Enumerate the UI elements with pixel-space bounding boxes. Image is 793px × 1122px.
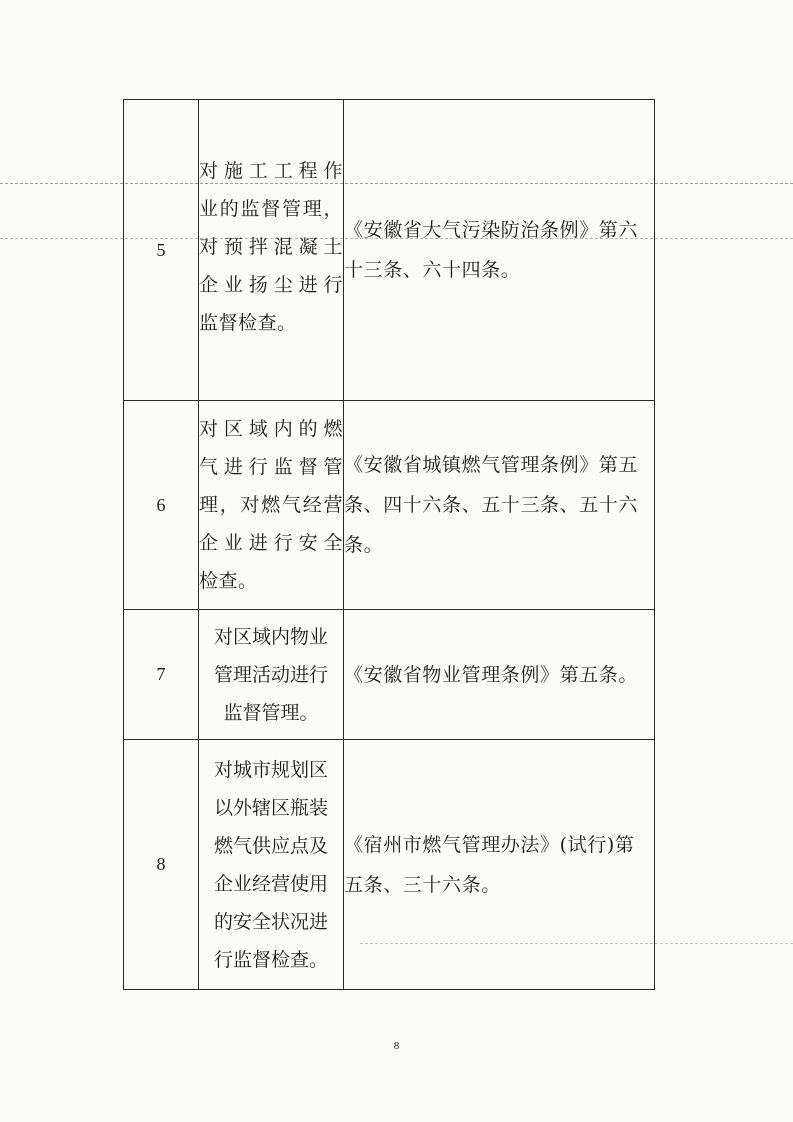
- item-line: 对施工工程作: [199, 160, 343, 182]
- row-number: 6: [124, 401, 199, 610]
- legal-basis-text: 《安徽省城镇燃气管理条例》第五条、四十六条、五十三条、五十六条。: [344, 454, 639, 556]
- item-line: 的安全状况进: [213, 910, 328, 933]
- item-cell: [199, 740, 344, 990]
- item-line: 气进行监督管: [199, 456, 343, 478]
- table-row: [124, 100, 655, 401]
- item-line: 企业经营使用: [213, 872, 328, 895]
- basis-cell: [344, 100, 655, 401]
- regulation-table: [123, 99, 655, 990]
- legal-basis-text: 《安徽省大气污染防治条例》第六十三条、六十四条。: [344, 219, 639, 281]
- item-line: 行监督检查。: [213, 948, 328, 971]
- item-line: 对区域内物业: [213, 625, 328, 648]
- legal-basis-text: 《宿州市燃气管理办法》(试行)第五条、三十六条。: [344, 833, 635, 896]
- item-line: 对区域内的燃: [199, 418, 343, 440]
- item-line: 对预拌混凝土: [199, 236, 343, 258]
- row-number: 5: [124, 100, 199, 401]
- item-line: 理，对燃气经营: [199, 494, 343, 516]
- item-cell: [199, 610, 344, 740]
- item-line: 检查。: [199, 570, 258, 592]
- item-line: 对城市规划区: [213, 758, 328, 781]
- item-line: 企业进行安全: [199, 532, 343, 554]
- table-row: [124, 610, 655, 740]
- item-line: 燃气供应点及: [213, 834, 328, 857]
- item-cell: [199, 401, 344, 610]
- item-line: 以外辖区瓶装: [213, 796, 328, 819]
- item-line: 企业扬尘进行: [199, 274, 343, 296]
- item-line: 监督管理。: [223, 701, 319, 724]
- basis-cell: [344, 401, 655, 610]
- item-line: 监督检查。: [199, 312, 297, 334]
- basis-cell: [344, 740, 655, 990]
- item-line: 管理活动进行: [213, 663, 328, 686]
- legal-basis-text: 《安徽省物业管理条例》第五条。: [344, 663, 639, 686]
- table-row: [124, 401, 655, 610]
- item-cell: [199, 100, 344, 401]
- row-number: 7: [124, 610, 199, 740]
- basis-cell: [344, 610, 655, 740]
- table-row: [124, 740, 655, 990]
- page-number: 8: [393, 1040, 400, 1052]
- row-number: 8: [124, 740, 199, 990]
- item-line: 业的监督管理，: [199, 198, 343, 220]
